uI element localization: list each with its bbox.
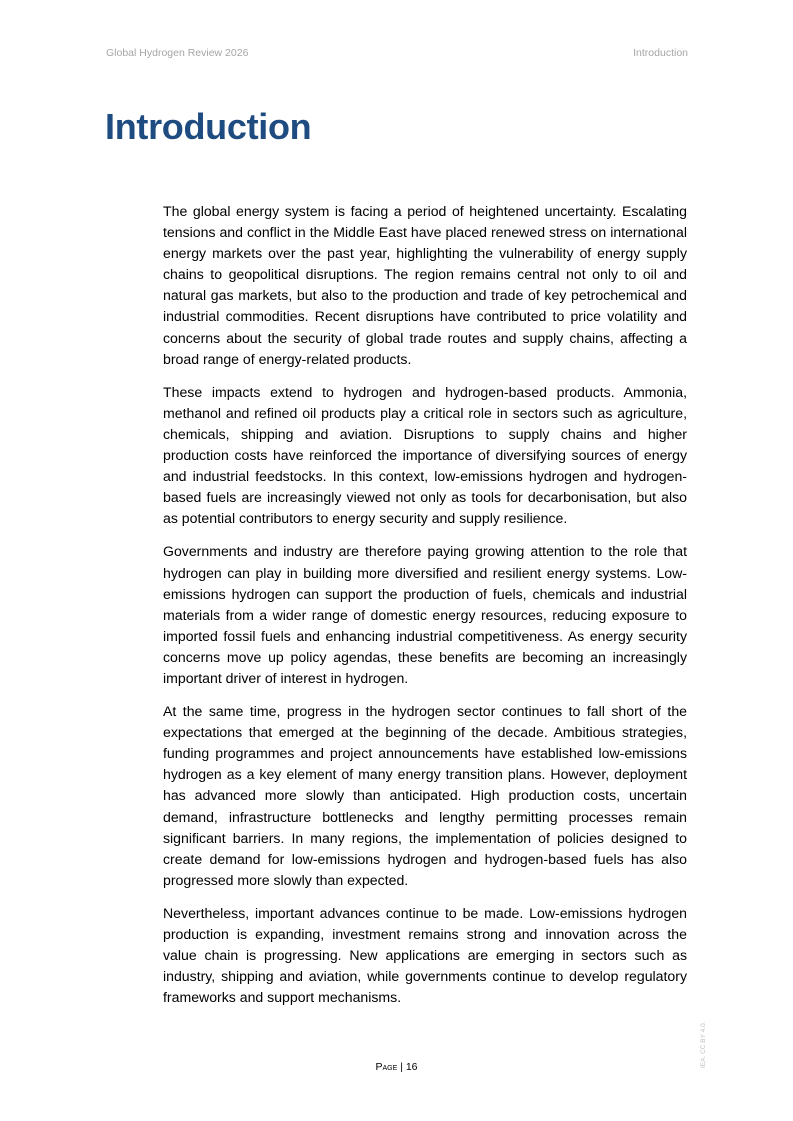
running-header xyxy=(106,47,688,63)
paragraph-3: Governments and industry are therefore paying growing attention to the role that hydrogen can play in building more diversified and resilient energy systems. Low-emissions hydrogen can support the production of fuels, chemicals and industrial materials from a wider range of domestic energy resources, reducing exposure to imported fossil fuels and enhancing industrial competitiveness. As energy security concerns move up policy agendas, these benefits are becoming an increasingly important driver of interest in hydrogen. xyxy=(163,543,687,686)
paragraph-2: These impacts extend to hydrogen and hydrogen-based products. Ammonia, methanol and refined oil products play a critical role in sectors such as agriculture, chemicals, shipping and aviation. Disruptions to supply chains and higher production costs have reinforced the importance of diversifying sources of energy and industrial feedstocks. In this context, low-emissions hydrogen and hydrogen-based fuels are increasingly viewed not only as tools for decarbonisation, but also as potential contributors to energy security and supply resilience. xyxy=(163,383,687,527)
paragraph-5: Nevertheless, important advances continue to be made. Low-emissions hydrogen production is expanding, investment remains strong and innovation across the value chain is progressing. New applications are emerging in sectors such as industry, shipping and aviation, while governments continue to develop regulatory frameworks and support mechanisms. xyxy=(163,904,687,1006)
page-title: Introduction xyxy=(105,106,312,147)
section-name: Introduction xyxy=(633,47,688,59)
page-footer xyxy=(0,1061,793,1073)
page-number: 16 xyxy=(405,1061,418,1073)
paragraph-1: The global energy system is facing a period of heightened uncertainty. Escalating tensions and conflict in the Middle East have placed renewed stress on international energy markets over the past year, highlighting the vulnerability of energy supply chains to geopolitical disruptions. The region remains central not only to oil and natural gas markets, but also to the production and trade of key petrochemical and industrial commodities. Recent disruptions have contributed to price volatility and concerns about the security of global trade routes and supply chains, affecting a broad range of energy-related products. xyxy=(163,203,687,367)
page-separator: | xyxy=(400,1061,403,1073)
body-text xyxy=(163,201,687,1020)
report-title: Global Hydrogen Review 2026 xyxy=(106,47,249,59)
page-label: Page xyxy=(375,1061,398,1073)
paragraph-4: At the same time, progress in the hydrogen sector continues to fall short of the expectations that emerged at the beginning of the decade. Ambitious strategies, funding programmes and project announcements have established low-emissions hydrogen as a key element of many energy transition plans. However, deployment has advanced more slowly than anticipated. High production costs, uncertain demand, infrastructure bottlenecks and lengthy permitting processes remain significant barriers. In many regions, the implementation of policies designed to create demand for low-emissions hydrogen and hydrogen-based fuels has also progressed more slowly than expected. xyxy=(163,703,687,888)
license-notice: IEA. CC BY 4.0. xyxy=(700,1021,707,1068)
